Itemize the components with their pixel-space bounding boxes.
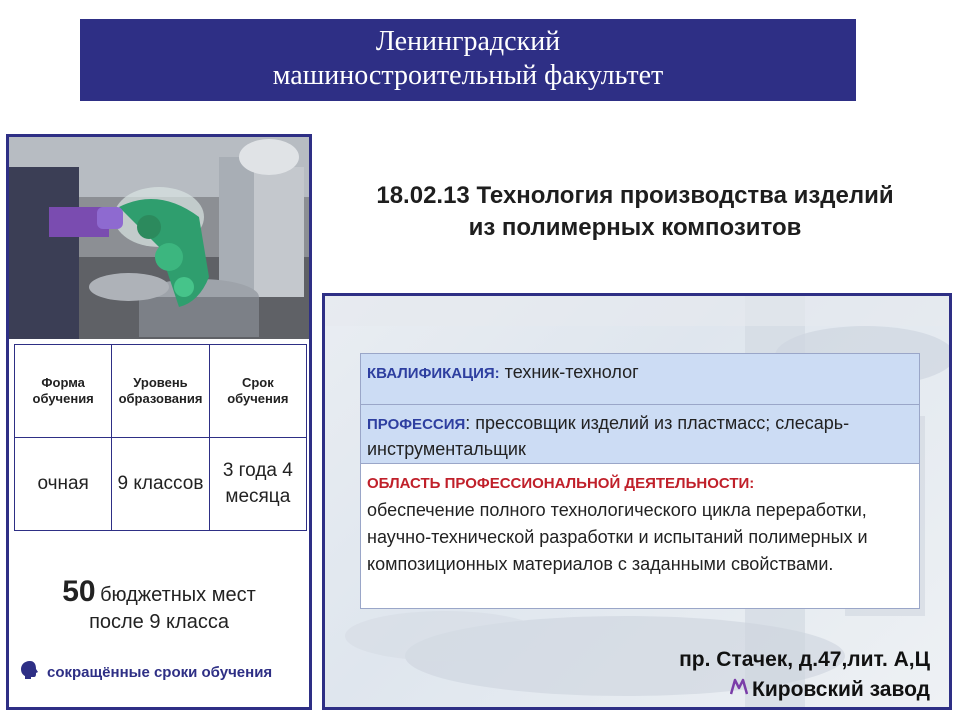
- address-block: [679, 645, 930, 705]
- program-title-line1: 18.02.13 Технология производства изделий: [376, 182, 894, 209]
- budget-number: 50: [62, 575, 96, 608]
- value-cell-duration: 3 года 4 месяца: [209, 438, 306, 531]
- header-banner: [80, 19, 856, 101]
- profession-label: ПРОФЕССИЯ: [367, 416, 466, 433]
- header-title-line1: Ленинградский: [375, 26, 561, 57]
- address-metro-line: [679, 675, 930, 705]
- budget-text-2: после 9 класса: [89, 611, 229, 633]
- short-terms-label: сокращённые сроки обучения: [47, 664, 273, 681]
- budget-places: [9, 575, 309, 634]
- value-cell-form: очная: [15, 438, 112, 531]
- program-title: [330, 180, 940, 244]
- short-terms-note: [19, 659, 272, 686]
- activity-value: обеспечение полного технологического цикла переработки, научно-технической разработки и испытаний полимерных и композиционных материалов с заданными свойствами.: [367, 500, 868, 574]
- activity-label: ОБЛАСТЬ ПРОФЕССИОНАЛЬНОЙ ДЕЯТЕЛЬНОСТИ:: [367, 475, 755, 492]
- metro-station: Кировский завод: [752, 678, 930, 701]
- address-street: пр. Стачек, д.47,лит. А,Ц: [679, 648, 930, 671]
- head-profile-icon: [19, 659, 41, 686]
- profession-value: : прессовщик изделий из пластмасс; слесарь-инструментальщик: [367, 413, 850, 459]
- header-cell-form: Форма обучения: [15, 345, 112, 438]
- header-title-line2: машиностроительный факультет: [272, 60, 664, 91]
- qualification-row: [360, 353, 920, 405]
- left-info-card: [6, 134, 312, 710]
- header-cell-duration: Срок обучения: [209, 345, 306, 438]
- production-photo: [9, 137, 309, 339]
- qualification-label: КВАЛИФИКАЦИЯ:: [367, 365, 500, 382]
- budget-text: бюджетных мест: [100, 584, 256, 606]
- profession-row: [360, 404, 920, 464]
- value-cell-level: 9 классов: [112, 438, 209, 531]
- qualification-value: техник-технолог: [504, 362, 639, 382]
- qualification-box: [360, 353, 920, 609]
- activity-row: [360, 463, 920, 609]
- metro-icon: [730, 675, 748, 705]
- study-info-table: [14, 344, 307, 531]
- program-title-line2: из полимерных композитов: [468, 214, 802, 241]
- header-cell-level: Уровень образования: [112, 345, 209, 438]
